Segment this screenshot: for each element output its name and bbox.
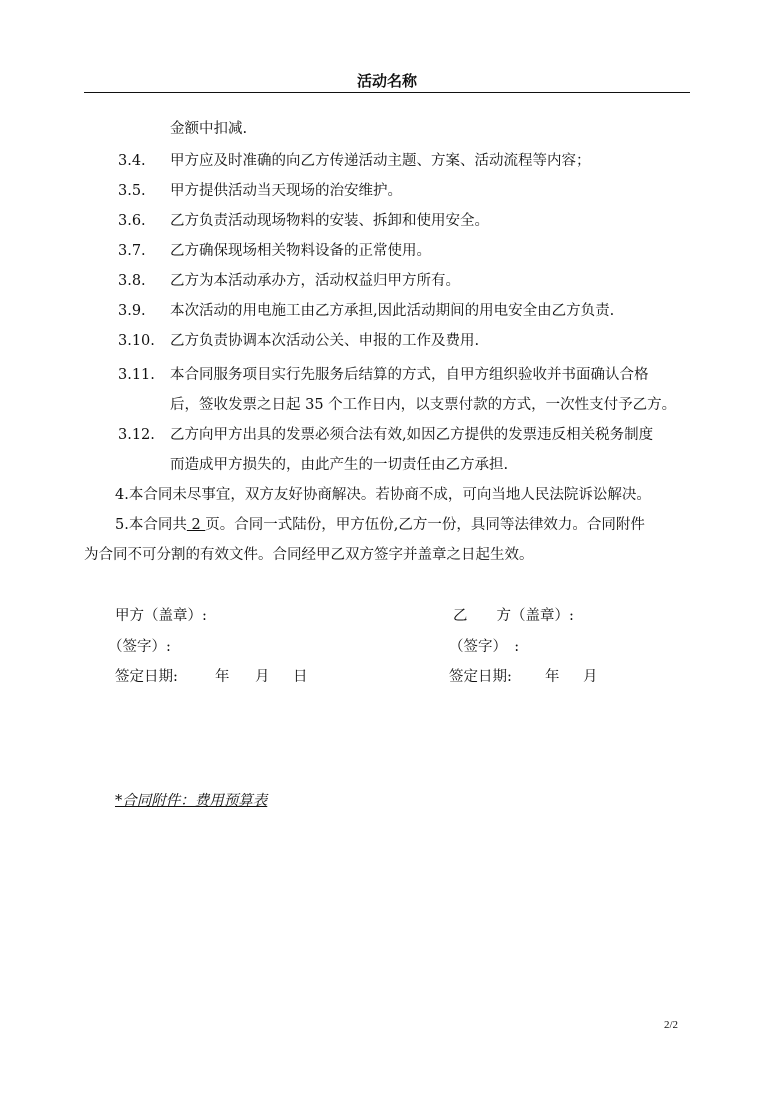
clause-text: 乙方负责活动现场物料的安装、拆卸和使用安全。 — [170, 213, 489, 229]
clause-number: 3.7. — [118, 243, 146, 259]
party-b-sign-label: （签字） : — [449, 639, 520, 655]
clause-text: 后，签收发票之日起 35 个工作日内，以支票付款的方式，一次性支付予乙方。 — [170, 397, 677, 413]
clause-text: 本次活动的用电施工由乙方承担,因此活动期间的用电安全由乙方负责. — [170, 303, 615, 319]
paragraph-5-suffix: 页。合同一式陆份，甲方伍份,乙方一份，具同等法律效力。合同附件 — [205, 517, 645, 533]
header-divider — [84, 92, 690, 93]
clause-number: 3.12. — [118, 427, 155, 443]
paragraph-5-line-2: 为合同不可分割的有效文件。合同经甲乙双方签字并盖章之日起生效。 — [84, 547, 534, 563]
clause-number: 3.8. — [118, 273, 146, 289]
party-b-year: 年 — [545, 669, 560, 685]
clause-number: 3.5. — [118, 183, 146, 199]
page-count: 2 — [186, 517, 206, 533]
party-a-year: 年 — [215, 669, 230, 685]
party-a-seal-label: 甲方（盖章）: — [115, 608, 207, 624]
clause-number: 3.10. — [118, 333, 155, 349]
party-b-month: 月 — [583, 669, 598, 685]
paragraph-5-prefix: 5.本合同共 — [115, 517, 187, 533]
attachment-note: *合同附件：费用预算表 — [115, 793, 268, 809]
party-b-date-label: 签定日期: — [449, 669, 512, 685]
clause-text: 乙方确保现场相关物料设备的正常使用。 — [170, 243, 431, 259]
party-b-seal-label: 乙 方（盖章）: — [453, 608, 574, 624]
paragraph-4: 4.本合同未尽事宜，双方友好协商解决。若协商不成，可向当地人民法院诉讼解决。 — [115, 487, 651, 503]
party-a-day: 日 — [293, 669, 308, 685]
clause-continuation: 金额中扣减. — [170, 121, 248, 137]
page-header-title: 活动名称 — [356, 72, 417, 90]
clause-number: 3.6. — [118, 213, 146, 229]
party-a-sign-label: （签字）: — [108, 639, 171, 655]
clause-number: 3.11. — [118, 367, 155, 383]
paragraph-5 — [115, 515, 645, 535]
clause-text: 乙方负责协调本次活动公关、申报的工作及费用. — [170, 333, 480, 349]
party-a-date-label: 签定日期: — [115, 669, 178, 685]
clause-text: 乙方为本活动承办方，活动权益归甲方所有。 — [170, 273, 460, 289]
party-a-month: 月 — [255, 669, 270, 685]
clause-text: 而造成甲方损失的，由此产生的一切责任由乙方承担. — [170, 457, 509, 473]
clause-text: 甲方应及时准确的向乙方传递活动主题、方案、活动流程等内容； — [170, 153, 591, 169]
clause-number: 3.9. — [118, 303, 146, 319]
page-number: 2/2 — [664, 1019, 679, 1031]
clause-number: 3.4. — [118, 153, 146, 169]
clause-text: 甲方提供活动当天现场的治安维护。 — [170, 183, 402, 199]
clause-text: 本合同服务项目实行先服务后结算的方式，自甲方组织验收并书面确认合格 — [170, 367, 649, 383]
clause-text: 乙方向甲方出具的发票必须合法有效,如因乙方提供的发票违反相关税务制度 — [170, 427, 654, 443]
